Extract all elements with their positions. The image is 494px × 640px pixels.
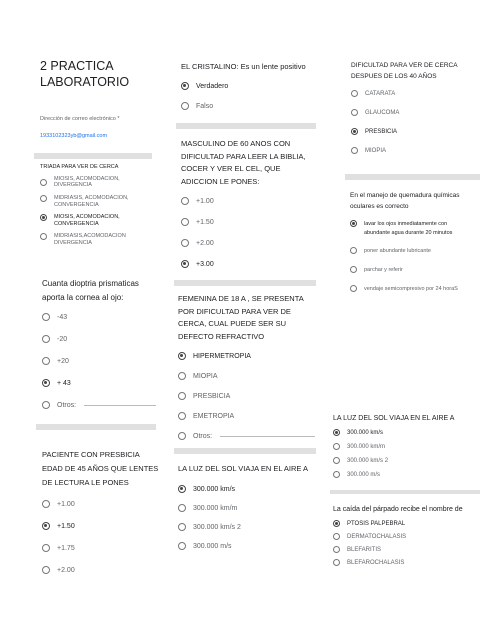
section-divider — [345, 174, 480, 180]
question-text: TRIADA PARA VER DE CERCA — [40, 164, 119, 170]
radio-icon[interactable] — [333, 533, 340, 540]
option-3[interactable] — [178, 412, 318, 420]
option-label: lavar los ojos inmediatamente con abundante agua durante 20 minutos — [364, 221, 453, 236]
radio-selected-icon[interactable] — [333, 429, 340, 436]
option-label: + 43 — [57, 379, 71, 387]
option-2[interactable] — [181, 239, 311, 247]
question-triada — [40, 164, 155, 247]
option-label: GLAUCOMA — [365, 109, 400, 116]
option-3[interactable] — [333, 471, 483, 478]
option-2[interactable] — [42, 357, 157, 365]
option-1[interactable] — [333, 443, 483, 450]
radio-icon[interactable] — [350, 247, 357, 254]
radio-selected-icon[interactable] — [333, 520, 340, 527]
question-text: PACIENTE CON PRESBICIA EDAD DE 45 AÑOS QUE LENTES DE LECTURA LE PONES — [42, 450, 159, 487]
option-label: Falso — [196, 102, 214, 110]
question-text: LA LUZ DEL SOL VIAJA EN EL AIRE A — [178, 464, 309, 473]
radio-selected-icon[interactable] — [350, 220, 357, 227]
radio-icon[interactable] — [351, 109, 358, 116]
question-parpado — [333, 503, 483, 566]
radio-icon[interactable] — [178, 542, 186, 550]
radio-icon[interactable] — [42, 566, 50, 574]
radio-icon[interactable] — [42, 544, 50, 552]
option-3[interactable] — [42, 566, 160, 574]
option-label: 300.000 km/s — [193, 485, 236, 493]
other-input[interactable] — [84, 404, 156, 406]
option-2[interactable] — [350, 266, 475, 273]
question-text: EL CRISTALINO: Es un lente positivo — [181, 62, 306, 71]
radio-icon[interactable] — [42, 357, 50, 365]
section-divider — [34, 153, 152, 159]
option-1[interactable] — [350, 247, 475, 254]
option-label: +2.00 — [57, 566, 75, 574]
option-label: 300.000 m/s — [347, 471, 381, 478]
option-2[interactable] — [42, 544, 160, 552]
option-label: 300.000 km/m — [193, 504, 238, 512]
option-label: BLEFARITIS — [347, 546, 382, 553]
option-label: 300.000 km/s 2 — [347, 457, 389, 464]
radio-selected-icon[interactable] — [181, 260, 189, 268]
option-1[interactable] — [42, 522, 160, 530]
option-label: vendaje semicompresivo por 24 horaS — [364, 285, 458, 292]
option-1[interactable] — [178, 372, 318, 380]
option-1[interactable] — [181, 218, 311, 226]
option-3[interactable] — [42, 379, 157, 387]
option-2[interactable] — [178, 392, 318, 400]
radio-icon[interactable] — [350, 285, 357, 292]
radio-icon[interactable] — [40, 233, 47, 240]
option-label: +3.00 — [196, 260, 214, 268]
question-dioptria — [42, 277, 157, 409]
option-3[interactable] — [350, 285, 475, 292]
radio-icon[interactable] — [178, 523, 186, 531]
option-1[interactable] — [178, 504, 318, 512]
question-text: En el manejo de quemadura químicas oculares es correcto — [350, 192, 460, 210]
option-label: poner abundante lubricante — [364, 247, 431, 254]
question-luz-sol-right — [333, 412, 483, 478]
option-label: +1.75 — [57, 544, 75, 552]
option-label: MIOSIS, ACOMODACION, CONVERGENCIA — [54, 214, 120, 227]
option-label: +2.00 — [196, 239, 214, 247]
option-1[interactable] — [42, 335, 157, 343]
option-label: +1.50 — [196, 218, 214, 226]
radio-icon[interactable] — [181, 218, 189, 226]
email-value[interactable]: 1933102323yb@gmail.com — [40, 133, 108, 139]
section-divider — [174, 448, 316, 454]
option-label: MIDRIASIS, ACOMODACION, CONVERGENCIA — [54, 195, 129, 208]
radio-icon[interactable] — [333, 457, 340, 464]
option-1[interactable] — [181, 102, 321, 110]
option-3[interactable] — [181, 260, 311, 268]
option-1[interactable] — [40, 195, 155, 209]
option-1[interactable] — [351, 109, 471, 116]
option-label: parchar y referir — [364, 266, 403, 273]
option-label: +1.00 — [196, 197, 214, 205]
question-dificultad — [351, 60, 471, 154]
option-0[interactable] — [42, 500, 160, 508]
option-2[interactable] — [351, 128, 471, 135]
option-2[interactable] — [333, 546, 483, 553]
option-0[interactable] — [181, 82, 321, 90]
radio-icon[interactable] — [178, 432, 186, 440]
option-0[interactable] — [181, 197, 311, 205]
radio-icon[interactable] — [178, 504, 186, 512]
option-0[interactable] — [178, 352, 318, 360]
option-0[interactable] — [333, 429, 483, 436]
option-2[interactable] — [178, 523, 318, 531]
question-text: DIFICULTAD PARA VER DE CERCA DESPUES DE LOS 40 AÑOS — [351, 62, 458, 80]
option-label: 300.000 m/s — [193, 542, 232, 550]
option-label: -20 — [57, 335, 68, 343]
option-label: HIPERMETROPIA — [193, 352, 251, 360]
option-other[interactable] — [42, 401, 157, 409]
radio-icon[interactable] — [351, 90, 358, 97]
radio-icon[interactable] — [333, 443, 340, 450]
option-label: MIOSIS, ACOMODACION, DIVERGENCIA — [54, 176, 120, 188]
option-0[interactable] — [42, 313, 157, 321]
radio-icon[interactable] — [181, 239, 189, 247]
radio-icon[interactable] — [181, 197, 189, 205]
option-label: PRESBICIA — [365, 128, 398, 135]
option-2[interactable] — [333, 457, 483, 464]
question-text: Cuanta dioptria prismaticas aporta la cornea al ojo: — [42, 279, 139, 302]
radio-icon[interactable] — [42, 313, 50, 321]
option-label: +1.00 — [57, 500, 75, 508]
option-2[interactable] — [40, 214, 155, 228]
radio-icon[interactable] — [333, 471, 340, 478]
option-3[interactable] — [178, 542, 318, 550]
option-label: Verdadero — [196, 82, 229, 90]
option-label: MIOPIA — [365, 147, 387, 154]
option-0[interactable] — [40, 176, 155, 188]
question-masculino — [181, 138, 311, 268]
radio-icon[interactable] — [333, 559, 340, 566]
option-0[interactable] — [333, 520, 483, 527]
radio-selected-icon[interactable] — [178, 352, 186, 360]
option-3[interactable] — [351, 147, 471, 154]
option-label: CATARATA — [365, 90, 396, 97]
question-text: LA LUZ DEL SOL VIAJA EN EL AIRE A — [333, 415, 455, 422]
radio-selected-icon[interactable] — [181, 82, 189, 90]
question-text: La caída del párpado recibe el nombre de — [333, 506, 463, 513]
option-label: +1.50 — [57, 522, 75, 530]
radio-selected-icon[interactable] — [42, 522, 50, 530]
question-quemadura — [350, 190, 475, 292]
option-3[interactable] — [40, 233, 155, 247]
section-divider — [330, 490, 480, 494]
option-label: 300.000 km/s — [347, 429, 384, 436]
option-label: MIDRIASIS,ACOMODACION DIVERGENCIA — [54, 233, 126, 246]
radio-icon[interactable] — [40, 179, 47, 186]
option-label: 300.000 km/s 2 — [193, 523, 241, 531]
radio-icon[interactable] — [42, 500, 50, 508]
radio-icon[interactable] — [42, 335, 50, 343]
option-3[interactable] — [333, 559, 483, 566]
radio-selected-icon[interactable] — [42, 379, 50, 387]
option-label: +20 — [57, 357, 69, 365]
other-label: Otros: — [193, 432, 213, 440]
question-presbicia-lentes — [42, 448, 160, 574]
question-text: FEMENINA DE 18 A , SE PRESENTA POR DIFICULTAD PARA VER DE CERCA, CUAL PUEDE SER SU DEFECTO REFRACTIVO — [178, 294, 304, 341]
radio-selected-icon[interactable] — [40, 214, 47, 221]
radio-selected-icon[interactable] — [351, 128, 358, 135]
radio-icon[interactable] — [333, 546, 340, 553]
radio-icon[interactable] — [178, 412, 186, 420]
radio-icon[interactable] — [178, 372, 186, 380]
radio-icon[interactable] — [181, 102, 189, 110]
radio-icon[interactable] — [40, 195, 47, 202]
radio-icon[interactable] — [350, 266, 357, 273]
option-label: DERMATOCHALASIS — [347, 533, 407, 540]
option-0[interactable] — [351, 90, 471, 97]
radio-icon[interactable] — [351, 147, 358, 154]
radio-icon[interactable] — [178, 392, 186, 400]
option-label: PRESBICIA — [193, 392, 231, 400]
option-label: MIOPIA — [193, 372, 218, 380]
section-divider — [176, 123, 316, 129]
other-input[interactable] — [220, 435, 315, 437]
option-1[interactable] — [333, 533, 483, 540]
radio-selected-icon[interactable] — [178, 485, 186, 493]
option-label: PTOSIS PALPEBRAL — [347, 520, 406, 527]
option-label: BLEFAROCHALASIS — [347, 559, 405, 566]
section-divider — [174, 280, 316, 286]
question-femenina — [178, 293, 318, 440]
section-divider — [36, 424, 156, 430]
form-title: 2 PRACTICA LABORATORIO — [40, 59, 130, 89]
option-0[interactable] — [178, 485, 318, 493]
option-0[interactable] — [350, 220, 475, 238]
question-luz-sol-mid — [178, 462, 318, 550]
option-label: 300.000 km/m — [347, 443, 386, 450]
email-label: Dirección de correo electrónico * — [40, 116, 120, 122]
option-other[interactable] — [178, 432, 318, 440]
other-label: Otros: — [57, 401, 77, 409]
question-text: MASCULINO DE 60 ANOS CON DIFICULTAD PARA LEER LA BIBLIA, COCER Y VER EL CEL, QUE ADICCION LE PONES: — [181, 139, 306, 186]
option-label: EMETROPIA — [193, 412, 235, 420]
question-cristalino — [181, 60, 321, 110]
option-label: -43 — [57, 313, 68, 321]
radio-icon[interactable] — [42, 401, 50, 409]
